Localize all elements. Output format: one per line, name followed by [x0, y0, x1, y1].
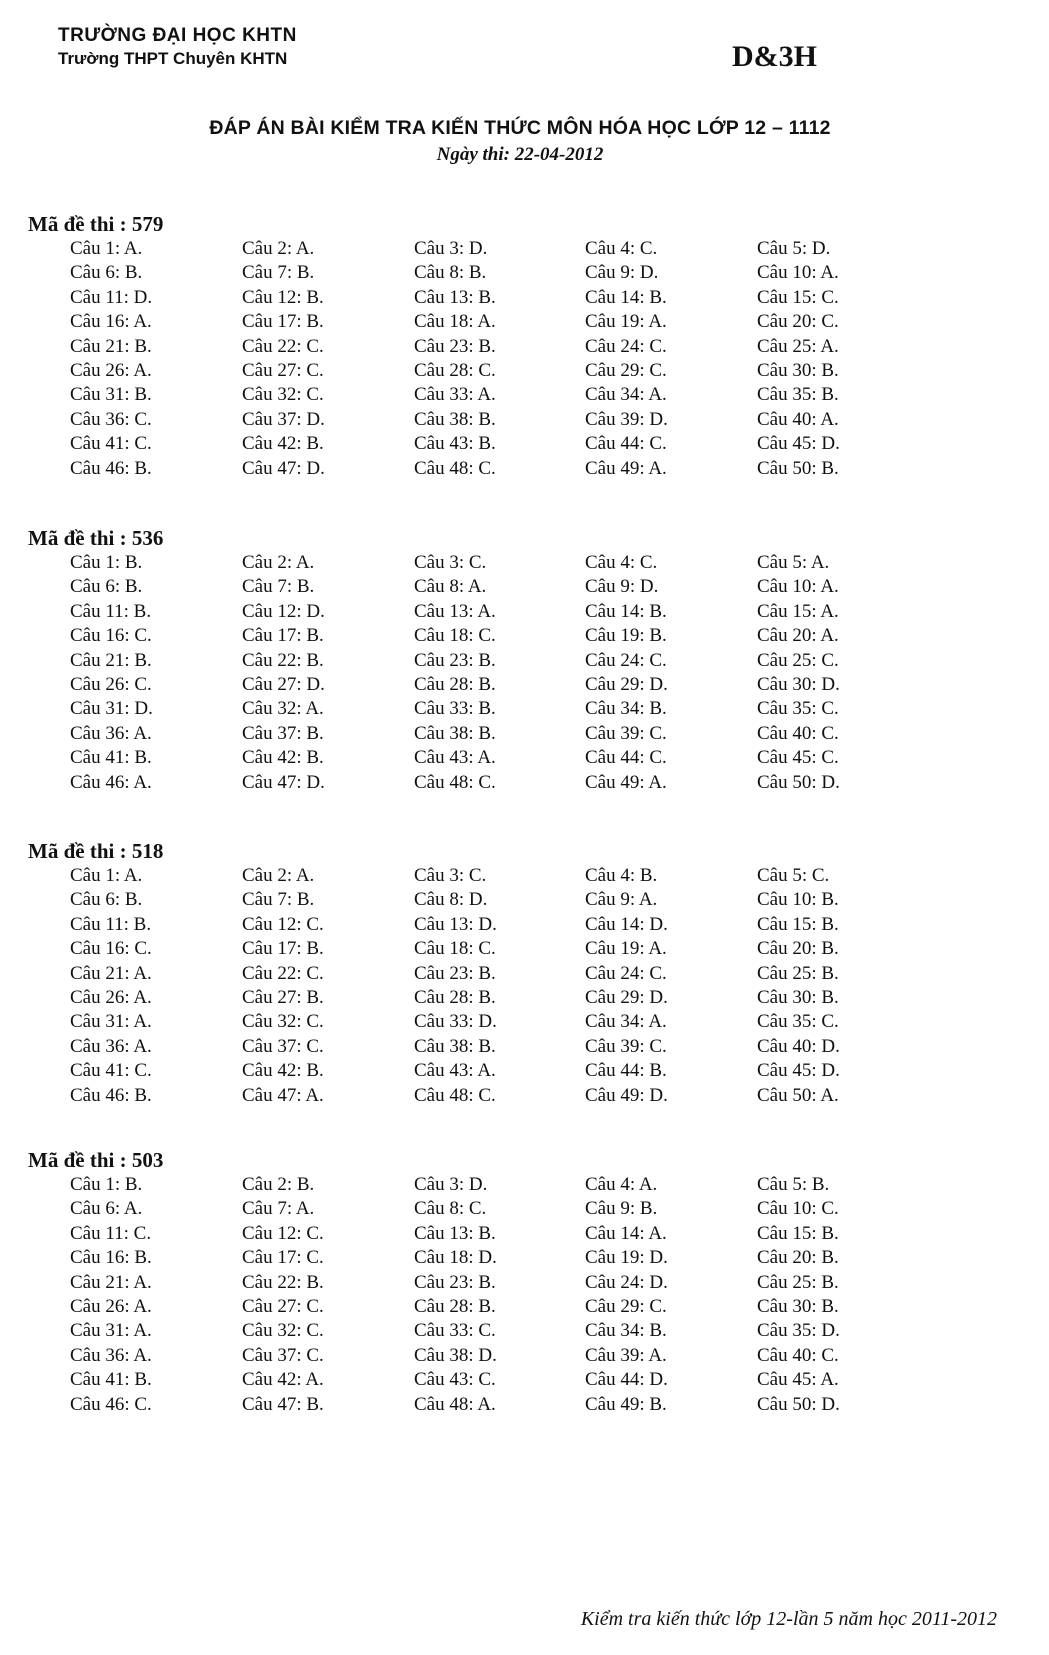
- answer-item: Câu 23: B.: [414, 1271, 496, 1293]
- answer-item: Câu 3: C.: [414, 865, 487, 886]
- answer-item: Câu 41: B.: [70, 747, 152, 769]
- answer-item: Câu 23: B.: [414, 962, 496, 984]
- answer-item: Câu 36: A.: [70, 1344, 152, 1366]
- answer-item: Câu 25: C.: [757, 649, 839, 671]
- answer-item: Câu 1: B.: [70, 1174, 143, 1195]
- answer-item: Câu 2: A.: [242, 552, 315, 573]
- answer-item: Câu 16: C.: [70, 938, 152, 960]
- answer-item: Câu 48: A.: [414, 1393, 496, 1415]
- answer-item: Câu 43: C.: [414, 1369, 496, 1391]
- answer-item: Câu 45: C.: [757, 747, 839, 769]
- section-heading: Mã đề thi : 579: [28, 212, 164, 236]
- answer-item: Câu 28: B.: [414, 987, 496, 1008]
- answer-item: Câu 20: B.: [757, 1247, 839, 1269]
- answer-item: Câu 5: C.: [757, 865, 830, 886]
- answer-item: Câu 37: B.: [242, 722, 324, 744]
- answer-item: Câu 30: B.: [757, 987, 839, 1008]
- answer-item: Câu 43: B.: [414, 433, 496, 455]
- answer-item: Câu 23: B.: [414, 649, 496, 671]
- answer-item: Câu 7: A.: [242, 1198, 315, 1220]
- answer-item: Câu 40: C.: [757, 722, 839, 744]
- answer-item: Câu 37: C.: [242, 1035, 324, 1057]
- exam-date: Ngày thi: 22-04-2012: [436, 144, 604, 165]
- answer-item: Câu 12: B.: [242, 286, 324, 308]
- page-title: ĐÁP ÁN BÀI KIỂM TRA KIẾN THỨC MÔN HÓA HỌC LỚP 12 – 1112: [209, 117, 831, 139]
- answer-item: Câu 50: B.: [757, 457, 839, 479]
- answer-item: Câu 21: A.: [70, 962, 152, 984]
- answer-item: Câu 24: D.: [585, 1271, 668, 1293]
- answer-item: Câu 27: B.: [242, 987, 324, 1008]
- answer-item: Câu 11: B.: [70, 913, 152, 935]
- answer-item: Câu 39: C.: [585, 1035, 667, 1057]
- answer-item: Câu 43: A.: [414, 747, 496, 769]
- answer-item: Câu 42: B.: [242, 1060, 324, 1082]
- answer-item: Câu 32: A.: [242, 698, 324, 720]
- answer-item: Câu 26: A.: [70, 1296, 152, 1317]
- answer-item: Câu 16: B.: [70, 1247, 152, 1269]
- answer-item: Câu 21: A.: [70, 1271, 152, 1293]
- answer-item: Câu 19: D.: [585, 1247, 668, 1269]
- answer-item: Câu 17: B.: [242, 311, 324, 333]
- answer-item: Câu 35: D.: [757, 1320, 840, 1342]
- answer-item: Câu 33: B.: [414, 698, 496, 720]
- answer-item: Câu 11: D.: [70, 286, 153, 308]
- answer-item: Câu 16: A.: [70, 311, 152, 333]
- answer-item: Câu 31: A.: [70, 1011, 152, 1033]
- answer-item: Câu 22: B.: [242, 649, 324, 671]
- answer-item: Câu 33: C.: [414, 1320, 496, 1342]
- answer-item: Câu 47: D.: [242, 771, 325, 793]
- answer-item: Câu 4: A.: [585, 1174, 658, 1195]
- answer-item: Câu 2: B.: [242, 1174, 315, 1195]
- answer-item: Câu 50: D.: [757, 1393, 840, 1415]
- answer-item: Câu 10: A.: [757, 262, 839, 284]
- answer-item: Câu 29: D.: [585, 674, 668, 695]
- answer-item: Câu 32: C.: [242, 384, 324, 406]
- answer-item: Câu 42: B.: [242, 433, 324, 455]
- answer-item: Câu 46: C.: [70, 1393, 152, 1415]
- answer-item: Câu 6: A.: [70, 1198, 143, 1220]
- section-heading: Mã đề thi : 503: [28, 1148, 164, 1172]
- answer-item: Câu 13: A.: [414, 600, 496, 622]
- answer-item: Câu 30: D.: [757, 674, 840, 695]
- answer-item: Câu 12: D.: [242, 600, 325, 622]
- answer-item: Câu 22: C.: [242, 335, 324, 357]
- answer-item: Câu 50: D.: [757, 771, 840, 793]
- answer-item: Câu 49: A.: [585, 457, 667, 479]
- answer-item: Câu 18: C.: [414, 625, 496, 647]
- section-heading: Mã đề thi : 536: [28, 526, 164, 550]
- answer-item: Câu 44: C.: [585, 747, 667, 769]
- answer-item: Câu 15: B.: [757, 913, 839, 935]
- answer-item: Câu 11: C.: [70, 1222, 152, 1244]
- answer-item: Câu 38: B.: [414, 1035, 496, 1057]
- answer-item: Câu 43: A.: [414, 1060, 496, 1082]
- answer-item: Câu 34: B.: [585, 1320, 667, 1342]
- answer-item: Câu 47: B.: [242, 1393, 324, 1415]
- answer-item: Câu 49: B.: [585, 1393, 667, 1415]
- answer-item: Câu 40: A.: [757, 408, 839, 430]
- answer-item: Câu 17: B.: [242, 938, 324, 960]
- answer-item: Câu 8: D.: [414, 889, 488, 911]
- answer-item: Câu 1: B.: [70, 552, 143, 573]
- answer-item: Câu 22: B.: [242, 1271, 324, 1293]
- answer-item: Câu 41: C.: [70, 1060, 152, 1082]
- answer-item: Câu 12: C.: [242, 913, 324, 935]
- answer-item: Câu 39: A.: [585, 1344, 667, 1366]
- answer-item: Câu 8: C.: [414, 1198, 487, 1220]
- answer-item: Câu 20: B.: [757, 938, 839, 960]
- answer-item: Câu 20: A.: [757, 625, 839, 647]
- answer-item: Câu 6: B.: [70, 889, 143, 911]
- answer-item: Câu 30: B.: [757, 360, 839, 381]
- answer-item: Câu 25: B.: [757, 962, 839, 984]
- section-heading: Mã đề thi : 518: [28, 839, 164, 863]
- answer-item: Câu 29: D.: [585, 987, 668, 1008]
- answer-item: Câu 31: A.: [70, 1320, 152, 1342]
- answer-item: Câu 7: B.: [242, 262, 315, 284]
- answer-item: Câu 6: B.: [70, 262, 143, 284]
- answer-item: Câu 36: A.: [70, 1035, 152, 1057]
- answer-item: Câu 48: C.: [414, 1084, 496, 1106]
- answer-item: Câu 37: C.: [242, 1344, 324, 1366]
- answer-item: Câu 14: B.: [585, 286, 667, 308]
- answer-item: Câu 4: C.: [585, 238, 658, 259]
- answer-item: Câu 9: A.: [585, 889, 658, 911]
- answer-item: Câu 36: C.: [70, 408, 152, 430]
- answer-item: Câu 28: B.: [414, 1296, 496, 1317]
- answer-item: Câu 21: B.: [70, 335, 152, 357]
- school-header: [58, 24, 297, 70]
- answer-item: Câu 34: A.: [585, 384, 667, 406]
- answer-item: Câu 39: C.: [585, 722, 667, 744]
- answer-item: Câu 8: B.: [414, 262, 487, 284]
- answer-item: Câu 18: A.: [414, 311, 496, 333]
- answer-item: Câu 33: D.: [414, 1011, 497, 1033]
- answer-item: Câu 5: D.: [757, 238, 831, 259]
- answer-item: Câu 31: B.: [70, 384, 152, 406]
- answer-item: Câu 13: B.: [414, 1222, 496, 1244]
- answer-item: Câu 17: B.: [242, 625, 324, 647]
- answer-item: Câu 49: D.: [585, 1084, 668, 1106]
- answer-item: Câu 19: A.: [585, 938, 667, 960]
- answer-item: Câu 38: B.: [414, 722, 496, 744]
- answer-item: Câu 27: C.: [242, 360, 324, 381]
- answer-item: Câu 35: B.: [757, 384, 839, 406]
- answer-item: Câu 15: C.: [757, 286, 839, 308]
- answer-item: Câu 22: C.: [242, 962, 324, 984]
- answer-item: Câu 35: C.: [757, 1011, 839, 1033]
- answer-item: Câu 47: D.: [242, 457, 325, 479]
- answer-item: Câu 10: C.: [757, 1198, 839, 1220]
- answer-item: Câu 25: B.: [757, 1271, 839, 1293]
- answer-item: Câu 48: C.: [414, 771, 496, 793]
- answer-item: Câu 28: B.: [414, 674, 496, 695]
- answer-item: Câu 37: D.: [242, 408, 325, 430]
- answer-item: Câu 40: C.: [757, 1344, 839, 1366]
- answer-item: Câu 5: A.: [757, 552, 830, 573]
- answer-item: Câu 18: C.: [414, 938, 496, 960]
- answer-item: Câu 46: B.: [70, 1084, 152, 1106]
- answer-item: Câu 48: C.: [414, 457, 496, 479]
- answer-item: Câu 15: A.: [757, 600, 839, 622]
- answer-item: Câu 32: C.: [242, 1320, 324, 1342]
- answer-item: Câu 44: D.: [585, 1369, 668, 1391]
- answer-item: Câu 7: B.: [242, 576, 315, 598]
- answer-item: Câu 45: D.: [757, 1060, 840, 1082]
- answer-item: Câu 35: C.: [757, 698, 839, 720]
- answer-item: Câu 6: B.: [70, 576, 143, 598]
- answer-item: Câu 7: B.: [242, 889, 315, 911]
- answer-item: Câu 24: C.: [585, 962, 667, 984]
- answer-item: Câu 38: B.: [414, 408, 496, 430]
- answer-item: Câu 33: A.: [414, 384, 496, 406]
- answer-item: Câu 19: B.: [585, 625, 667, 647]
- answer-item: Câu 24: C.: [585, 649, 667, 671]
- answer-item: Câu 10: B.: [757, 889, 839, 911]
- answer-item: Câu 26: A.: [70, 987, 152, 1008]
- answer-item: Câu 32: C.: [242, 1011, 324, 1033]
- answer-item: Câu 10: A.: [757, 576, 839, 598]
- answer-item: Câu 42: B.: [242, 747, 324, 769]
- answer-item: Câu 19: A.: [585, 311, 667, 333]
- answer-item: Câu 14: D.: [585, 913, 668, 935]
- answer-item: Câu 26: C.: [70, 674, 152, 695]
- answer-item: Câu 21: B.: [70, 649, 152, 671]
- answer-item: Câu 40: D.: [757, 1035, 840, 1057]
- answer-item: Câu 4: B.: [585, 865, 658, 886]
- answer-item: Câu 23: B.: [414, 335, 496, 357]
- answer-item: Câu 47: A.: [242, 1084, 324, 1106]
- answer-item: Câu 14: A.: [585, 1222, 667, 1244]
- answer-item: Câu 41: C.: [70, 433, 152, 455]
- answer-item: Câu 8: A.: [414, 576, 487, 598]
- answer-item: Câu 34: B.: [585, 698, 667, 720]
- school-name: Trường THPT Chuyên KHTN: [58, 49, 288, 68]
- answer-item: Câu 45: A.: [757, 1369, 839, 1391]
- answer-item: Câu 34: A.: [585, 1011, 667, 1033]
- document-code: D&3H: [732, 40, 817, 73]
- answer-item: Câu 46: B.: [70, 457, 152, 479]
- answer-item: Câu 4: C.: [585, 552, 658, 573]
- answer-item: Câu 26: A.: [70, 360, 152, 381]
- answer-item: Câu 24: C.: [585, 335, 667, 357]
- answer-item: Câu 9: D.: [585, 262, 659, 284]
- answer-item: Câu 46: A.: [70, 771, 152, 793]
- answer-item: Câu 17: C.: [242, 1247, 324, 1269]
- answer-item: Câu 42: A.: [242, 1369, 324, 1391]
- answer-item: Câu 14: B.: [585, 600, 667, 622]
- answer-item: Câu 45: D.: [757, 433, 840, 455]
- answer-item: Câu 16: C.: [70, 625, 152, 647]
- answer-item: Câu 13: D.: [414, 913, 497, 935]
- answer-item: Câu 3: D.: [414, 1174, 488, 1195]
- answer-item: Câu 41: B.: [70, 1369, 152, 1391]
- answer-item: Câu 15: B.: [757, 1222, 839, 1244]
- answer-item: Câu 39: D.: [585, 408, 668, 430]
- answer-item: Câu 13: B.: [414, 286, 496, 308]
- answer-item: Câu 2: A.: [242, 238, 315, 259]
- answer-item: Câu 2: A.: [242, 865, 315, 886]
- answer-item: Câu 20: C.: [757, 311, 839, 333]
- answer-item: Câu 28: C.: [414, 360, 496, 381]
- answer-item: Câu 3: C.: [414, 552, 487, 573]
- answer-item: Câu 50: A.: [757, 1084, 839, 1106]
- page-footer: Kiểm tra kiến thức lớp 12-lần 5 năm học 2011-2012: [580, 1608, 997, 1630]
- answer-item: Câu 49: A.: [585, 771, 667, 793]
- answer-item: Câu 12: C.: [242, 1222, 324, 1244]
- answer-item: Câu 1: A.: [70, 238, 143, 259]
- answer-item: Câu 27: D.: [242, 674, 325, 695]
- answer-item: Câu 9: B.: [585, 1198, 658, 1220]
- answer-item: Câu 3: D.: [414, 238, 488, 259]
- answer-item: Câu 44: B.: [585, 1060, 667, 1082]
- answer-item: Câu 30: B.: [757, 1296, 839, 1317]
- answer-item: Câu 18: D.: [414, 1247, 497, 1269]
- answer-item: Câu 9: D.: [585, 576, 659, 598]
- answer-item: Câu 5: B.: [757, 1174, 830, 1195]
- university-name: TRƯỜNG ĐẠI HỌC KHTN: [58, 25, 297, 46]
- answer-item: Câu 38: D.: [414, 1344, 497, 1366]
- answer-item: Câu 1: A.: [70, 865, 143, 886]
- answer-item: Câu 25: A.: [757, 335, 839, 357]
- answer-item: Câu 29: C.: [585, 1296, 667, 1317]
- answer-item: Câu 36: A.: [70, 722, 152, 744]
- answer-item: Câu 44: C.: [585, 433, 667, 455]
- answer-item: Câu 31: D.: [70, 698, 153, 720]
- answer-item: Câu 29: C.: [585, 360, 667, 381]
- answer-item: Câu 27: C.: [242, 1296, 324, 1317]
- answer-item: Câu 11: B.: [70, 600, 152, 622]
